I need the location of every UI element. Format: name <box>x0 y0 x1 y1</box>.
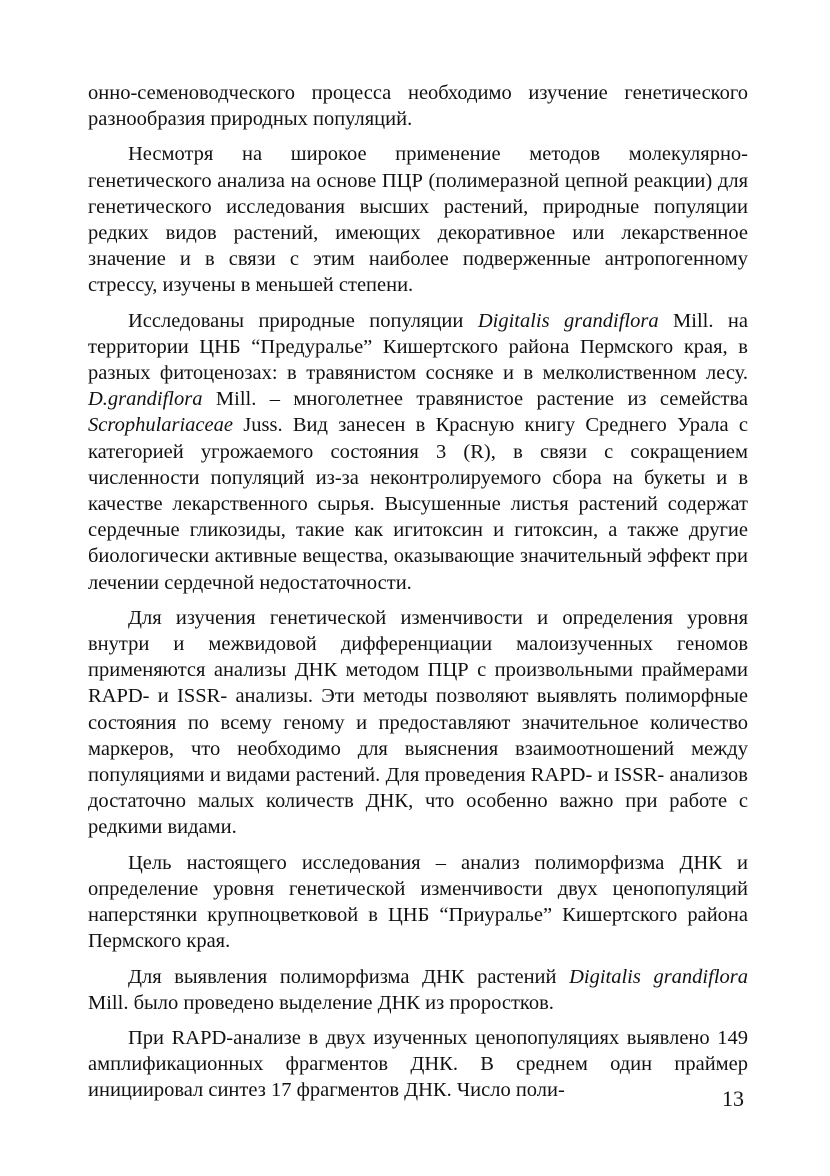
paragraph-4 <box>88 605 748 841</box>
latin-name: Digitalis grandiflora <box>477 309 659 332</box>
paragraph-3 <box>88 308 748 596</box>
text-run: Juss. Вид занесен в Красную книгу Среднего Урала с категорией угрожаемого состояния 3 (R), в связи с сокращением численности популяций из-за неконтролируемого сбора на букеты и в качестве лекарственного сырья. Высушенные листья растений содержат сердечные гликозиды, такие как игитоксин и гитоксин, а также другие биологически активные вещества, оказывающие значительный эффект при лечении сердечной недостаточности. <box>88 414 748 594</box>
paragraph-2 <box>88 141 748 298</box>
text-run: При RAPD-анализе в двух изученных ценопопуляциях выявлено 149 амплификационных фрагментов ДНК. В среднем один праймер инициировал синтез 17 фрагментов ДНК. Число поли- <box>88 1026 748 1102</box>
paragraph-5 <box>88 850 748 955</box>
text-run: Исследованы природные популяции <box>128 309 478 332</box>
paragraph-1 <box>88 80 748 132</box>
page-number: 13 <box>722 1086 744 1111</box>
text-run: Mill. – многолетнее травянистое растение из семейства <box>202 388 748 411</box>
latin-name: Digitalis grandiflora <box>569 965 748 988</box>
text-run: Mill. было проведено выделение ДНК из проростков. <box>88 991 554 1014</box>
paragraph-6 <box>88 964 748 1016</box>
body-text <box>88 80 748 1113</box>
text-run: Цель настоящего исследования – анализ полиморфизма ДНК и определение уровня генетической изменчивости двух ценопопуляций наперстянки крупноцветковой в ЦНБ “Приуралье” Кишертского района Пермского края. <box>88 851 748 953</box>
text-run: онно-семеноводческого процесса необходимо изучение генетического разнообразия природных популяций. <box>88 82 748 131</box>
text-run: Несмотря на широкое применение методов молекулярно-генетического анализа на основе ПЦР (полимеразной цепной реакции) для генетического исследования высших растений, природные популяции редких видов растений, имеющих декоративное или лекарственное значение и в связи с этим наиболее подверженные антропогенному стрессу, изучены в меньшей степени. <box>88 143 748 297</box>
latin-name: Scrophulariaceae <box>88 414 233 437</box>
text-run: Для выявления полиморфизма ДНК растений <box>128 965 570 988</box>
latin-name: D.grandiflora <box>88 388 203 411</box>
paragraph-7 <box>88 1025 748 1104</box>
text-run: Mill. на территории ЦНБ “Предуралье” Кишертского района Пермского края, в разных фитоценозах: в травянистом сосняке и в мелколиственном лесу. <box>88 309 748 385</box>
text-run: Для изучения генетической изменчивости и определения уровня внутри и межвидовой дифференциации малоизученных геномов применяются анализы ДНК методом ПЦР с произвольными праймерами RAPD- и ISSR- анализы. Эти методы позволяют выявлять полиморфные состояния по всему геному и предоставляют значительное количество маркеров, что необходимо для выяснения взаимоотношений между популяциями и видами растений. Для проведения RAPD- и ISSR- анализов достаточно малых количеств ДНК, что особенно важно при работе с редкими видами. <box>88 606 748 839</box>
